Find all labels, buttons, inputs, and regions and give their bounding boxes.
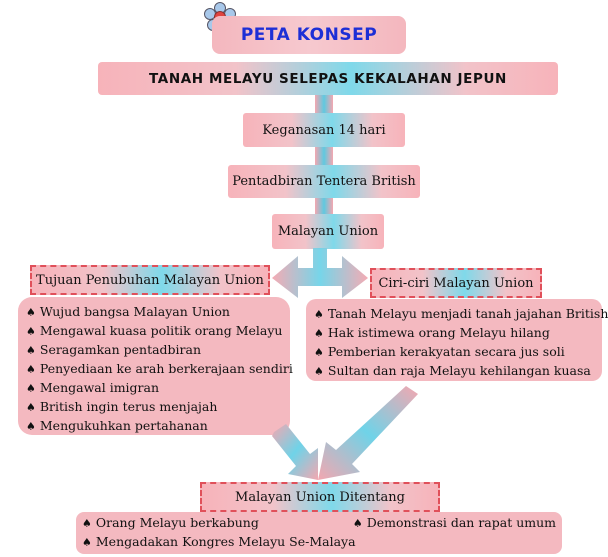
flow-box-keganasan [243, 113, 405, 147]
list-item: ♠ Penyediaan ke arah berkerajaan sendiri [26, 361, 293, 376]
converge-arrow [260, 380, 430, 482]
flow-label: Pentadbiran Tentera British [232, 174, 416, 189]
list-item: ♠ Sultan dan raja Melayu kehilangan kuasa [314, 363, 591, 378]
bottom-heading-box [200, 482, 440, 512]
list-item: ♠ Hak istimewa orang Melayu hilang [314, 325, 550, 340]
list-item: ♠ Mengadakan Kongres Melayu Se-Malaya [82, 534, 356, 549]
left-heading: Tujuan Penubuhan Malayan Union [36, 272, 264, 288]
main-heading-box [98, 62, 558, 95]
main-heading: TANAH MELAYU SELEPAS KEKALAHAN JEPUN [149, 70, 507, 87]
list-item: ♠ Seragamkan pentadbiran [26, 342, 202, 357]
list-item: ♠ Mengukuhkan pertahanan [26, 418, 208, 433]
left-heading-box [30, 265, 270, 295]
list-item: ♠ British ingin terus menjajah [26, 399, 218, 414]
right-heading: Ciri-ciri Malayan Union [378, 275, 534, 291]
right-heading-box [370, 268, 542, 298]
bottom-list [76, 512, 562, 554]
list-item: ♠ Mengawal kuasa politik orang Melayu [26, 323, 283, 338]
list-item: ♠ Orang Melayu berkabung ♠ Demonstrasi dan rapat umum [82, 515, 556, 530]
list-item: ♠ Pemberian kerakyatan secara jus soli [314, 344, 565, 359]
list-item: ♠ Mengawal imigran [26, 380, 160, 395]
split-arrow [270, 248, 370, 300]
list-item: ♠ Wujud bangsa Malayan Union [26, 304, 230, 319]
bottom-heading: Malayan Union Ditentang [235, 489, 405, 505]
list-item: ♠ Tanah Melayu menjadi tanah jajahan British [314, 306, 608, 321]
flow-label: Malayan Union [277, 224, 379, 239]
page-title: PETA KONSEP [240, 25, 378, 45]
connector-2 [315, 147, 333, 165]
flow-label: Keganasan 14 hari [262, 122, 386, 138]
right-list [306, 299, 608, 381]
left-list [18, 297, 293, 435]
flow-box-pentadbiran [228, 165, 420, 198]
connector-3 [315, 197, 333, 215]
page-title-box [212, 16, 406, 54]
connector-1 [315, 95, 333, 113]
flow-box-malayan-union [272, 214, 384, 249]
